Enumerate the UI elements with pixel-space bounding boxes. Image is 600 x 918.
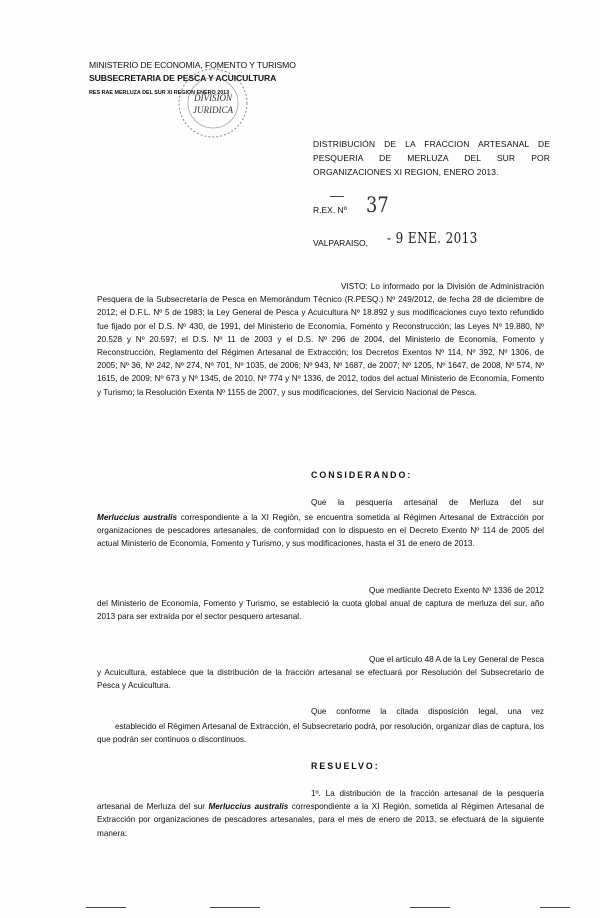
resuelvo-heading: RESUELVO:: [311, 761, 380, 771]
species-name: Merluccius australis: [97, 513, 178, 522]
resolution-number: 37: [366, 193, 389, 217]
resolution-label: R.EX. Nº: [313, 205, 347, 215]
document-subject: DISTRIBUCIÓN DE LA FRACCION ARTESANAL DE PESQUERIA DE MERLUZA DEL SUR POR ORGANIZACIONES XI REGION, ENERO 2013.: [313, 139, 550, 177]
page-bottom-mark: [540, 907, 570, 914]
resolution-date: - 9 ENE. 2013: [387, 229, 478, 247]
page-bottom-mark: [410, 907, 450, 914]
page-bottom-mark: [86, 907, 126, 914]
resuelvo-article-1: 1º. La distribución de la fracción artesanal de la pesquería artesanal de Merluza del sur Merluccius australis correspondiente a la XI Región, sometida al Régimen Artesanal de Extracción por organizaciones de pescadores artesanales, para el mes de enero de 2013, se efectuará de la siguiente manera:: [97, 789, 544, 838]
considerando-2: Que mediante Decreto Exento Nº 1336 de 2012 del Ministerio de Economía, Fomento y Turismo, se estableció la cuota global anual de captura de merluza del sur, año 2013 para ser extraída por el sector pesquero artesanal.: [97, 586, 544, 622]
reference-code: RES RAE MERLUZA DEL SUR XI REGION ENERO 2013: [89, 90, 230, 96]
subsecretaria-name: SUBSECRETARIA DE PESCA Y ACUICULTURA: [89, 73, 277, 83]
considerando-1-first-line: Que la pesquería artesanal de Merluza del sur: [311, 498, 544, 507]
considerando-4: establecido el Régimen Artesanal de Extracción, el Subsecretario podrá, por resolución, organizar días de captura, los que podrán ser continuos o discontinuos.: [97, 722, 544, 745]
visto-paragraph: VISTO: Lo informado por la División de Administración Pesquera de la Subsecretaría de Pesca en Memorándum Técnico (R.PESQ.) Nº 249/2012, de fecha 28 de diciembre de 2012; el D.F.L. Nº 5 de 1983; la Ley General de Pesca y Acuicultura Nº 18.892 y sus modificaciones cuyo texto refundido fue fijado por el D.S. Nº 430, de 1991, del Ministerio de Economía, Fomento y Reconstrucción; las Leyes Nº 19.880, Nº 20.528 y Nº 20.597; el D.S. Nº 11 de 2003 y el D.S. Nº 296 de 2004, del Ministerio de Economía, Fomento y Reconstrucción, Reglamento del Régimen Artesanal de Extracción; los Decretos Exentos Nº 114, Nº 392, Nº 1306, de 2005; Nº 36, Nº 242, Nº 274, Nº 701, Nº 1035, de 2006; Nº 943, Nº 1687, de 2007; Nº 1205, Nº 1647, de 2008, Nº 574, Nº 1615, de 2009; Nº 673 y Nº 1345, de 2010, Nº 774 y Nº 1336, de 2012, todos del actual Ministerio de Economía, Fomento y Turismo; la Resolución Exenta Nº 1155 de 2007, y sus modificaciones, del Servicio Nacional de Pesca.: [97, 282, 544, 397]
place-label: VALPARAISO,: [313, 238, 368, 248]
stamp-text-juridica: JURIDICA: [193, 105, 233, 115]
page-bottom-mark: [210, 907, 260, 914]
handwritten-mark: [330, 196, 344, 203]
stamp-text-division: DIVISION: [194, 93, 232, 103]
considerando-1: Merluccius australis correspondiente a la XI Región, se encuentra sometida al Régimen Artesanal de Extracción por organizaciones de pescadores artesanales, de conformidad con lo dispuesto en el Decreto Exento Nº 114 de 2005 del actual Ministerio de Economía, Fomento y Turismo, y sus modificaciones, hasta el 31 de enero de 2013.: [97, 513, 545, 549]
ministry-name: MINISTERIO DE ECONOMIA, FOMENTO Y TURISMO: [89, 60, 296, 70]
division-juridica-stamp: [176, 66, 250, 140]
species-name-2: Merluccius australis: [208, 802, 289, 812]
considerando-3: Que el artículo 48 A de la Ley General de Pesca y Acuicultura, establece que la distribución de la fracción artesanal se efectuará por Resolución del Subsecretario de Pesca y Acuicultura.: [97, 655, 544, 691]
considerando-heading: CONSIDERANDO:: [311, 470, 413, 480]
considerando-4-first-line: Que conforme la citada disposición legal, una vez: [311, 707, 544, 716]
